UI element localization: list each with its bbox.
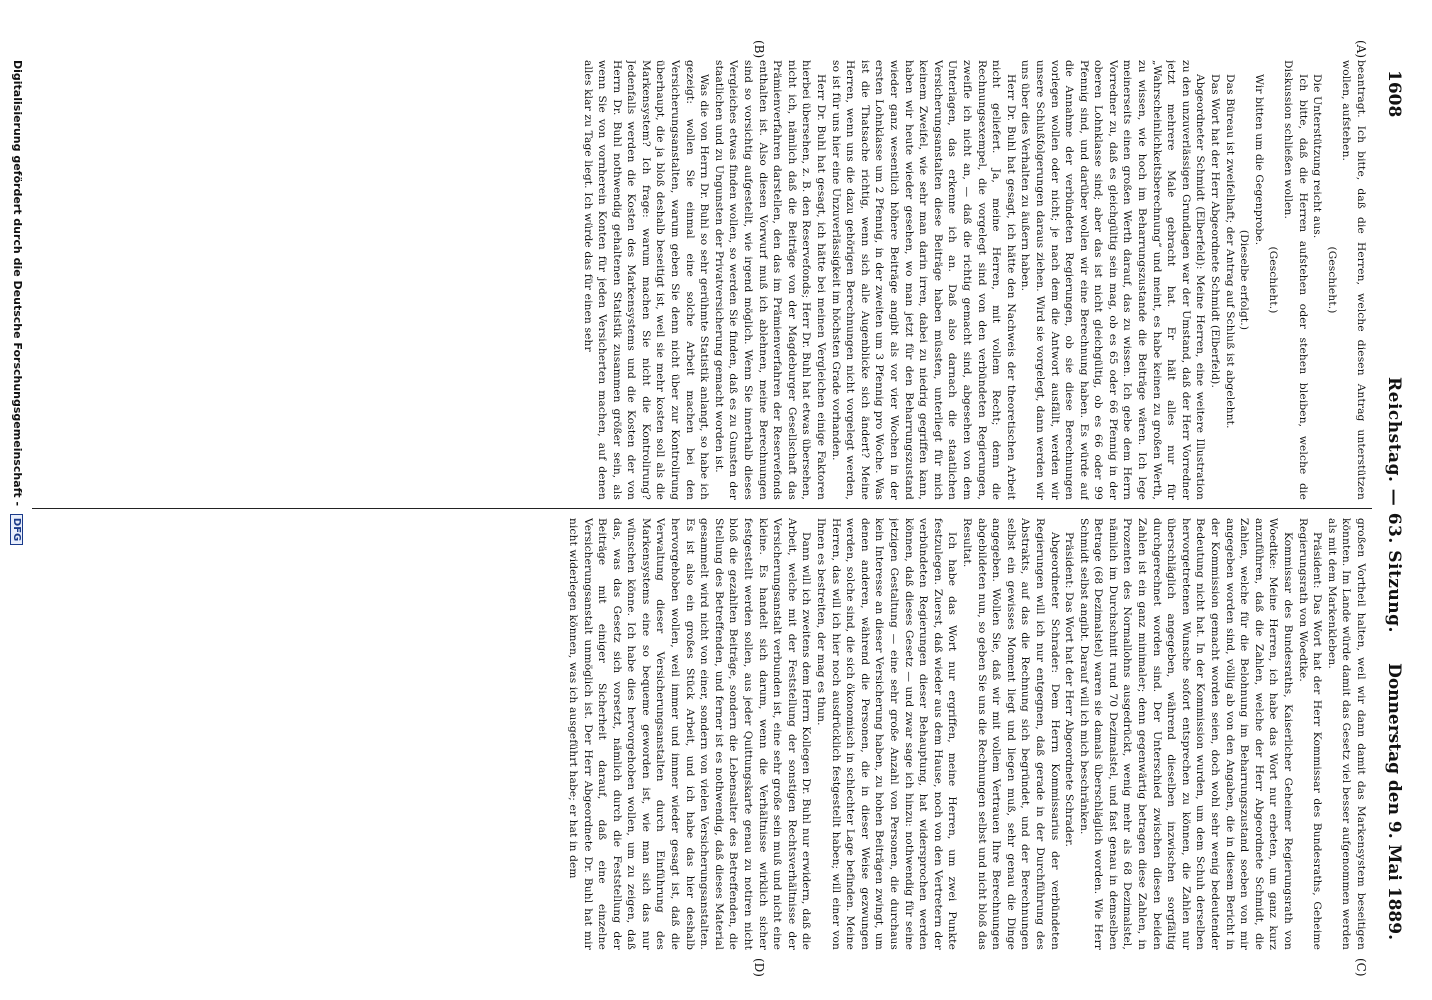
margin-mark-d: (D)	[752, 958, 766, 977]
paragraph: Abgeordneter Schmidt (Elberfeld): Meine Herren, eine weitere Illustration zu den unzuverlässigen Grundlagen war der Umstand, daß der Herr Vorredner jetzt mehrere Male gebracht hat. Er hält alles nur für „Wahrscheinlichkeitsberechnung“ und meint, es habe keinen zu großen Werth, zu wissen, wie hoch im Beharrungszustande die Beiträge wären. Ich lege meinerseits einen großen Werth darauf, das zu wissen. Ich gebe dem Herrn Vorredner zu, daß es gleichgültig sein mag, ob es 65 oder 66 Pfennig in der oberen Lohnklasse sind; aber das ist nicht gleichgültig, ob es 66 oder 99 Pfennig sind, und darüber wollen wir eine Berechnung haben. Es würde auf die Annahme der verbündeten Regierungen, ob sie diese Berechnungen vorlegen wollen oder nicht; je nach dem die Antwort ausfällt, werden wir unsere Schlußfolgerungen daraus ziehen. Wird sie vorgelegt, dann werden wir uns über dies Verhalten zu äußern haben.	[1019, 60, 1207, 500]
page-number: 1608	[1384, 70, 1404, 118]
paragraph: (Geschieht.)	[1325, 246, 1338, 314]
page-header	[1380, 70, 1404, 940]
right-column	[36, 518, 1368, 950]
paragraph: Ich bitte, daß die Herren aufstehen oder stehen bleiben, welche die Diskussion schließen wollen.	[1282, 60, 1309, 500]
paragraph: Wir bitten um die Gegenprobe.	[1252, 74, 1265, 246]
margin-mark-a: (A)	[1354, 40, 1368, 59]
paragraph: Präsident: Das Wort hat der Herr Kommissar des Bundesraths, Geheime Regierungsrath von Woedtke.	[1296, 518, 1324, 950]
paragraph: Herr Dr. Buhl hat gesagt, ich hätte bei meinen Vergleichen einige Faktoren hierbei übersehen, z. B. den Reservefonds; Herr Dr. Buhl hat etwas übersehen, nicht ich, nämlich daß die Beiträge von der Magdeburger Gesellschaft das Prämienverfahren darstellen, den das im Prämienverfahren der Reservefonds enthalten ist. Also diesen Vorwurf muß ich ablehnen, meine Berechnungen sind so vorsichtig aufgestellt, wie irgend möglich. Wenn Sie innerhalb dieses Vergleiches etwas finden wollen, so werden Sie finden, daß es zu Gunsten der staatlichen und zu Ungunsten der Privatversicherung gemacht worden ist.	[712, 60, 828, 500]
paragraph: Herr Dr. Buhl hat gesagt, ich hätte den Nachweis der theoretischen Arbeit nicht geliefert. Ja, meine Herren, mit vollem Recht; denn die Rechnungsexempel, die vorgelegt sind von den verbündeten Regierungen, zweifle ich nicht an, — daß die richtig gemacht sind, abgesehen von dem Unterlagen, das erkenne ich an. Daß also darnach die staatlichen Versicherungsanstalten diese Beiträge haben müssten, unterliegt für mich keinem Zweifel, wie sehr man darin irren, dabei zu niedrig gegriffen kann, haben wir heute wieder gesehen, wo man jetzt für den Beharrungszustand wieder ganz wesentlich höhere Beiträge angibt als vor vier Wochen in der ersten Lohnklasse um 2 Pfennig, in der zweiten um 3 Pfennig pro Woche. Was ist die Thatsache richtig, wenn sich alle Augenblicke sich ändert? Meine Herren, wenn uns die dazu gehörigen Berechnungen nicht vorgelegt werden, so ist für uns hier eine Unzuverlässigkeit im höchsten Grade vorhanden.	[829, 60, 1017, 500]
paragraph: (Dieselbe erfolgt.)	[1238, 229, 1251, 331]
paragraph: Abgeordneter Schrader: Dem Herrn Kommissarius der verbündeten Regierungen will ich nur entgegnen, daß gerade in der Durchführung des Abstrakts, auf das die Rechnung sich begründet, und der Berechnungen selbst ein gewisses Moment liegt und liegen muß, sehr genau die Dinge angegeben. Wollen Sie, daß wir mit vollem Vertrauen Ihre Berechnungen abgebildeten nun, so geben Sie uns die Rechnungen selbst und nicht bloß das Resultat.	[960, 518, 1061, 950]
session-date: Donnerstag den 9. Mai 1889.	[1384, 663, 1404, 940]
footer-text: Digitalisierung gefördert durch die Deutsche Forschungsgemeinschaft -	[11, 60, 24, 507]
paragraph: Dann will ich zweitens dem Herrn Kollegen Dr. Buhl nur erwidern, daß die Arbeit, welche mit der Feststellung der sonstigen Rechtsverhältnisse der Versicherungsanstalt verbunden ist, eine sehr große sein muß und nicht eine kleine. Es handelt sich darum, wenn die Verhältnisse wirklich sicher festgestellt werden sollen, aus jeder Quittungskarte genau zu notiren nicht bloß die gezahlten Beiträge, sondern die Lebensalter des Betreffenden, die Stellung des Betreffenden, und ferner ist es nothwendig, daß dieses Material gesammelt wird nicht von einer, sondern von vielen Versicherungsanstalten. Es ist also ein großes Stück Arbeit, und ich habe das hier deshalb hervorgehoben wollen, weil immer und immer wieder gesagt ist, daß die Verwaltung dieser Versicherungsanstalten durch Einführung des Markensystems eine so bequeme geworden ist, wie man sich das nur wünschen könne. Ich habe dies hervorgehoben wollen, um zu zeigen, daß das, was das Gesetz sich vorsetzt, nämlich durch die Feststellung der Beiträge mit einiger Sicherheit darauf, daß eine einzelne Versicherungsanstalt unmöglich ist. Der Herr Abgeordnete Dr. Buhl hat mir nicht widerlegen können, was ich ausgeführt habe; er hat in dem	[566, 518, 813, 950]
paragraph: (Geschieht.)	[1267, 246, 1280, 314]
paragraph: Das Wort hat der Herr Abgeordnete Schmidt (Elberfeld).	[1209, 74, 1222, 388]
running-title: Reichstag. — 63. Sitzung.	[1384, 377, 1404, 633]
paragraph: Was die von Herrn Dr. Buhl so sehr gerühmte Statistik anlangt, so habe ich gezeigt: wollen Sie einmal eine solche Arbeit machen bei den Versicherungsanstalten, warum geben Sie denn nicht über zur Kontrolirung überhaupt, die ja bloß deshalb beseitigt ist, weil sie mehr kosten soll als die Markensystem? Ich frage: warum machen Sie nicht die Kontrolirung? Jedenfalls werden die Kosten des Markensystems und die Kosten der von Herrn Dr. Buhl nothwendig gehaltenen Statistik zusammen größer sein, als wenn Sie von vornherein Konten für jeden Versicherten machen, auf denen alles klar zu Tage liegt. Ich würde das für einen sehr	[581, 60, 711, 500]
column-divider	[32, 508, 1372, 509]
margin-mark-c: (C)	[1354, 958, 1368, 977]
dfg-logo: DFG	[10, 514, 23, 545]
paragraph: Ich habe das Wort nur ergriffen, meine Herren, um zwei Punkte festzulegen. Zuerst, daß wieder aus dem Hause, noch von den Vertretern der verbündeten Regierungen dieser Behauptung, hat widersprochen werden können, daß dieses Gesetz — und zwar sage ich hinzu: nothwendig für seine jetzigen Gestaltung — eine sehr große Anzahl von Personen, die durchaus kein Interesse an dieser Versicherung haben, zu hohen Beiträgen zwingt, um denen anderen, während die Personen, die in dieser Weise gezwungen werden, solche sind, die sich ökonomisch in schlechter Lage befinden. Meine Herren, das will ich hier noch ausdrücklich festgestellt haben; will einer von Ihnen es bestreiten, der mag es thun.	[815, 518, 959, 950]
paragraph: beantragt. Ich bitte, daß die Herren, welche diesen Antrag unterstützen wollen, aufstehen.	[1340, 60, 1367, 500]
footer	[10, 60, 24, 545]
paragraph: Kommissar des Bundesraths, Kaiserlicher Geheimer Regierungsrath von Woedtke: Meine Herren, ich habe das Wort nur erbeten, um ganz kurz anzuführen, daß die Zahlen, welche der Herr Abgeordnete Schmidt, die Zahlen, welche für die Belohnung im Beharrungszustand soeben von mir angegeben worden sind, völlig ab von den Angaben, die in diesem Bericht in der Kommission gemacht worden seien, doch wohl sehr wenig bedeutender Bedeutung nicht hat. In der Kommission wurden, um dem Schuh derselben hervorgetretenen Wunsche sofort entsprechen zu können, die Zahlen nur überschläglich angegeben, während dieselben inzwischen sorgfältig durchgerechnet worden sind. Der Unterschied zwischen diesen beiden Zahlen ist ein ganz minimaler; denn gegenwärtig betragen diese Zahlen, in Prozenten des Normallohns ausgedrückt, wenig mehr als 68 Dezimalstel, nämlich im Durchschnitt rund 70 Dezimalstel, und fast genau in demselben Betrage (68 Dezimalstel) waren sie damals überschläglich worden. Wie Herr Schmidt selbst angibt. Darauf will ich mich beschränken.	[1077, 518, 1295, 950]
paragraph: Die Unterstützung reicht aus.	[1311, 74, 1324, 239]
paragraph: großen Vortheil halten, weil wir dann damit das Markensystem beseitigen könnten. Im Lande würde damit das Gesetz viel besser aufgenommen werden als mit dem Markenkleben.	[1325, 518, 1367, 950]
paragraph: Präsident: Das Wort hat der Herr Abgeordnete Schrader.	[1063, 532, 1076, 848]
margin-mark-b: (B)	[752, 40, 766, 59]
paragraph: Das Büreau ist zweifelhaft; der Antrag auf Schluß ist abgelehnt.	[1223, 74, 1236, 429]
left-column	[36, 60, 1368, 500]
